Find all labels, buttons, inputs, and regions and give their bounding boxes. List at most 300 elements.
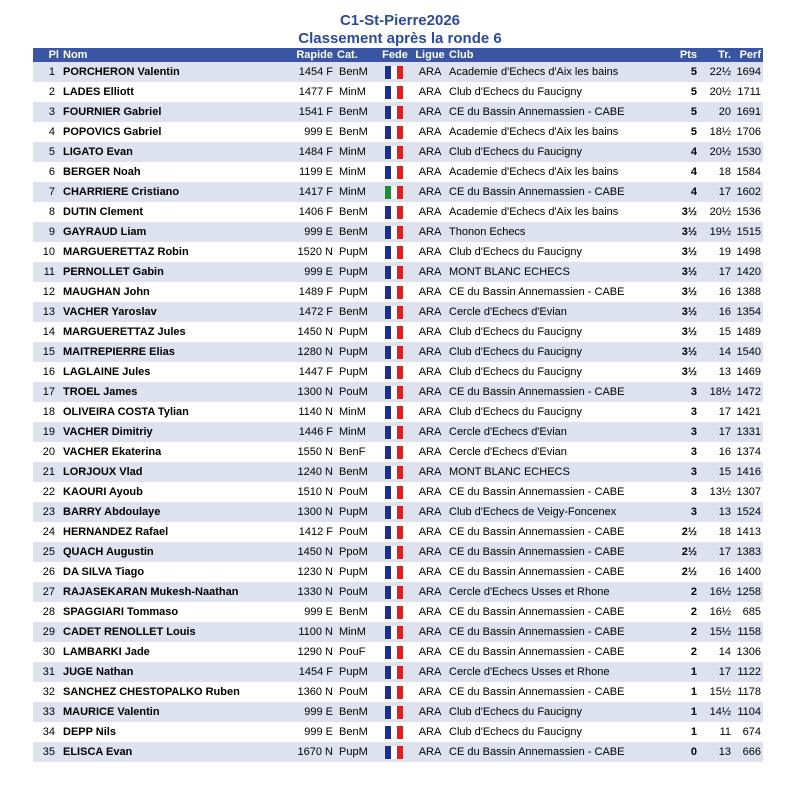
cell-club: Academie d'Echecs d'Aix les bains bbox=[449, 126, 619, 138]
cell-pl: 31 bbox=[42, 666, 55, 678]
cell-pts: 2 bbox=[690, 606, 697, 618]
cell-perf: 1706 bbox=[736, 126, 761, 138]
cell-rapide: 1450 N bbox=[297, 326, 333, 338]
cell-pts: 2 bbox=[690, 646, 697, 658]
table-row bbox=[33, 202, 763, 222]
table-row bbox=[33, 642, 763, 662]
table-row bbox=[33, 702, 763, 722]
header-nom[interactable]: Nom bbox=[63, 49, 88, 61]
cell-fede bbox=[377, 742, 413, 762]
cell-perf: 1383 bbox=[736, 546, 761, 558]
cell-rapide: 1240 N bbox=[297, 466, 333, 478]
cell-ligue: ARA bbox=[418, 466, 442, 478]
cell-rapide: 1290 N bbox=[297, 646, 333, 658]
cell-tr: 17 bbox=[718, 186, 731, 198]
cell-rapide: 999 E bbox=[304, 266, 333, 278]
cell-club: CE du Bassin Annemassien - CABE bbox=[449, 606, 625, 618]
france-flag-icon bbox=[385, 386, 403, 399]
cell-rapide: 999 E bbox=[304, 726, 333, 738]
cell-ligue: ARA bbox=[418, 126, 442, 138]
cell-pl: 33 bbox=[42, 706, 55, 718]
france-flag-icon bbox=[385, 126, 403, 139]
cell-perf: 1122 bbox=[737, 666, 761, 678]
cell-ligue: ARA bbox=[418, 246, 442, 258]
cell-fede bbox=[377, 162, 413, 182]
cell-perf: 1602 bbox=[736, 186, 761, 198]
cell-perf: 1306 bbox=[736, 646, 761, 658]
cell-rapide: 1199 E bbox=[298, 166, 333, 178]
cell-perf: 1691 bbox=[736, 106, 761, 118]
cell-nom[interactable]: CADET RENOLLET Louis bbox=[63, 626, 196, 638]
cell-pts: 5 bbox=[690, 86, 697, 98]
header-pts[interactable]: Pts bbox=[679, 49, 697, 61]
cell-nom[interactable]: DUTIN Clement bbox=[63, 206, 144, 218]
italy-flag-icon bbox=[385, 186, 403, 199]
cell-fede bbox=[377, 502, 413, 522]
cell-fede bbox=[377, 542, 413, 562]
cell-ligue: ARA bbox=[418, 526, 442, 538]
cell-fede bbox=[377, 602, 413, 622]
cell-club: CE du Bassin Annemassien - CABE bbox=[449, 646, 625, 658]
cell-cat: PupM bbox=[339, 246, 368, 258]
cell-cat: MinM bbox=[339, 146, 366, 158]
france-flag-icon bbox=[385, 706, 403, 719]
cell-pl: 1 bbox=[48, 66, 55, 78]
france-flag-icon bbox=[385, 666, 403, 679]
cell-cat: PouM bbox=[339, 386, 368, 398]
cell-tr: 19 bbox=[718, 246, 731, 258]
cell-cat: BenM bbox=[339, 106, 368, 118]
cell-pts: 3½ bbox=[681, 226, 697, 238]
cell-pl: 10 bbox=[42, 246, 55, 258]
cell-pts: 3 bbox=[690, 466, 697, 478]
table-row bbox=[33, 342, 763, 362]
header-perf[interactable]: Perf bbox=[739, 49, 761, 61]
cell-fede bbox=[377, 102, 413, 122]
cell-nom[interactable]: KAOURI Ayoub bbox=[63, 486, 143, 498]
france-flag-icon bbox=[385, 746, 403, 759]
cell-cat: PouM bbox=[339, 586, 368, 598]
cell-club: MONT BLANC ECHECS bbox=[449, 466, 570, 478]
cell-pl: 19 bbox=[42, 426, 55, 438]
cell-tr: 13 bbox=[718, 746, 731, 758]
cell-perf: 1498 bbox=[736, 246, 761, 258]
cell-cat: BenM bbox=[339, 306, 368, 318]
cell-club: Academie d'Echecs d'Aix les bains bbox=[449, 206, 619, 218]
table-row bbox=[33, 282, 763, 302]
table-row bbox=[33, 622, 763, 642]
table-row bbox=[33, 422, 763, 442]
cell-perf: 1536 bbox=[736, 206, 761, 218]
cell-fede bbox=[377, 222, 413, 242]
france-flag-icon bbox=[385, 366, 403, 379]
header-rapide[interactable]: Rapide bbox=[296, 49, 333, 61]
cell-pts: 5 bbox=[690, 66, 697, 78]
cell-pl: 3 bbox=[48, 106, 55, 118]
france-flag-icon bbox=[385, 226, 403, 239]
cell-cat: BenM bbox=[339, 726, 368, 738]
table-row bbox=[33, 322, 763, 342]
table-row bbox=[33, 262, 763, 282]
france-flag-icon bbox=[385, 506, 403, 519]
france-flag-icon bbox=[385, 206, 403, 219]
cell-club: Cercle d'Echecs d'Evian bbox=[449, 306, 567, 318]
cell-club: CE du Bassin Annemassien - CABE bbox=[449, 686, 625, 698]
cell-pl: 14 bbox=[42, 326, 55, 338]
cell-tr: 14 bbox=[718, 346, 731, 358]
cell-nom[interactable]: BARRY Abdoulaye bbox=[63, 506, 161, 518]
cell-pts: 2½ bbox=[681, 546, 697, 558]
cell-nom[interactable]: LAMBARKI Jade bbox=[63, 646, 150, 658]
cell-pts: 4 bbox=[690, 146, 697, 158]
cell-nom[interactable]: LORJOUX Vlad bbox=[63, 466, 143, 478]
table-row bbox=[33, 542, 763, 562]
cell-rapide: 1300 N bbox=[297, 386, 333, 398]
table-row bbox=[33, 382, 763, 402]
cell-club: CE du Bassin Annemassien - CABE bbox=[449, 526, 625, 538]
cell-rapide: 1489 F bbox=[298, 286, 333, 298]
cell-perf: 1489 bbox=[736, 326, 761, 338]
cell-ligue: ARA bbox=[418, 306, 442, 318]
cell-pts: 0 bbox=[690, 746, 697, 758]
cell-rapide: 1330 N bbox=[297, 586, 333, 598]
cell-club: Cercle d'Echecs Usses et Rhone bbox=[449, 586, 610, 598]
cell-pts: 5 bbox=[690, 126, 697, 138]
cell-tr: 18½ bbox=[709, 126, 731, 138]
header-pl[interactable]: Pl bbox=[48, 49, 59, 61]
cell-nom[interactable]: MARGUERETTAZ Robin bbox=[63, 246, 189, 258]
cell-cat: MinM bbox=[339, 426, 366, 438]
cell-fede bbox=[377, 722, 413, 742]
cell-nom[interactable]: SANCHEZ CHESTOPALKO Ruben bbox=[63, 686, 240, 698]
cell-rapide: 1520 N bbox=[297, 246, 333, 258]
cell-pl: 2 bbox=[48, 86, 55, 98]
cell-tr: 16½ bbox=[709, 606, 731, 618]
cell-pl: 32 bbox=[42, 686, 55, 698]
cell-rapide: 1230 N bbox=[297, 566, 333, 578]
cell-club: CE du Bassin Annemassien - CABE bbox=[449, 186, 625, 198]
cell-cat: PupM bbox=[339, 346, 368, 358]
cell-fede bbox=[377, 682, 413, 702]
cell-tr: 17 bbox=[718, 426, 731, 438]
cell-nom[interactable]: LADES Elliott bbox=[63, 86, 134, 98]
cell-fede bbox=[377, 182, 413, 202]
cell-ligue: ARA bbox=[418, 446, 442, 458]
france-flag-icon bbox=[385, 306, 403, 319]
cell-tr: 22½ bbox=[709, 66, 731, 78]
cell-tr: 16 bbox=[718, 306, 731, 318]
table-row bbox=[33, 582, 763, 602]
cell-pl: 27 bbox=[42, 586, 55, 598]
cell-club: Club d'Echecs du Faucigny bbox=[449, 246, 582, 258]
cell-pts: 3 bbox=[690, 446, 697, 458]
cell-nom[interactable]: DA SILVA Tiago bbox=[63, 566, 145, 578]
cell-fede bbox=[377, 242, 413, 262]
cell-cat: MinM bbox=[339, 406, 366, 418]
cell-pl: 29 bbox=[42, 626, 55, 638]
cell-fede bbox=[377, 662, 413, 682]
cell-nom[interactable]: GAYRAUD Liam bbox=[63, 226, 147, 238]
cell-cat: PupM bbox=[339, 266, 368, 278]
cell-tr: 13 bbox=[718, 506, 731, 518]
cell-club: CE du Bassin Annemassien - CABE bbox=[449, 286, 625, 298]
cell-cat: BenM bbox=[339, 66, 368, 78]
table-row bbox=[33, 722, 763, 742]
cell-ligue: ARA bbox=[418, 106, 442, 118]
cell-cat: BenM bbox=[339, 706, 368, 718]
cell-fede bbox=[377, 302, 413, 322]
cell-rapide: 1450 N bbox=[297, 546, 333, 558]
cell-nom[interactable]: POPOVICS Gabriel bbox=[63, 126, 162, 138]
page-title: C1-St-Pierre2026 bbox=[339, 12, 461, 29]
cell-nom[interactable]: VACHER Ekaterina bbox=[63, 446, 162, 458]
cell-fede bbox=[377, 442, 413, 462]
cell-perf: 1472 bbox=[736, 386, 761, 398]
cell-nom[interactable]: QUACH Augustin bbox=[63, 546, 154, 558]
cell-club: CE du Bassin Annemassien - CABE bbox=[449, 546, 625, 558]
cell-cat: BenM bbox=[339, 466, 368, 478]
cell-perf: 1524 bbox=[736, 506, 761, 518]
cell-rapide: 1280 N bbox=[297, 346, 333, 358]
header-tr[interactable]: Tr. bbox=[718, 49, 731, 61]
cell-tr: 19½ bbox=[709, 226, 731, 238]
cell-nom[interactable]: PORCHERON Valentin bbox=[63, 66, 180, 78]
france-flag-icon bbox=[385, 466, 403, 479]
cell-fede bbox=[377, 422, 413, 442]
cell-cat: PupM bbox=[339, 506, 368, 518]
table-row bbox=[33, 462, 763, 482]
header-fede[interactable]: Fede bbox=[382, 49, 408, 61]
cell-fede bbox=[377, 522, 413, 542]
cell-ligue: ARA bbox=[418, 326, 442, 338]
cell-fede bbox=[377, 62, 413, 82]
table-row bbox=[33, 562, 763, 582]
cell-ligue: ARA bbox=[418, 426, 442, 438]
cell-club: Club d'Echecs du Faucigny bbox=[449, 326, 582, 338]
cell-ligue: ARA bbox=[418, 586, 442, 598]
cell-rapide: 1140 N bbox=[298, 406, 333, 418]
cell-ligue: ARA bbox=[418, 706, 442, 718]
cell-fede bbox=[377, 382, 413, 402]
cell-pts: 2½ bbox=[681, 566, 697, 578]
cell-club: Club d'Echecs de Veigy-Foncenex bbox=[449, 506, 617, 518]
table-row bbox=[33, 102, 763, 122]
page-subtitle: Classement après la ronde 6 bbox=[298, 30, 502, 47]
cell-pl: 6 bbox=[48, 166, 55, 178]
cell-nom[interactable]: JUGE Nathan bbox=[63, 666, 134, 678]
cell-rapide: 1100 N bbox=[298, 626, 333, 638]
cell-tr: 16 bbox=[718, 286, 731, 298]
cell-perf: 1540 bbox=[736, 346, 761, 358]
cell-pl: 20 bbox=[42, 446, 55, 458]
cell-pts: 3½ bbox=[681, 346, 697, 358]
cell-ligue: ARA bbox=[418, 606, 442, 618]
cell-ligue: ARA bbox=[418, 366, 442, 378]
cell-rapide: 999 E bbox=[304, 226, 333, 238]
cell-cat: BenM bbox=[339, 206, 368, 218]
cell-rapide: 1412 F bbox=[298, 526, 333, 538]
cell-perf: 1178 bbox=[737, 686, 761, 698]
table-row bbox=[33, 162, 763, 182]
cell-perf: 1400 bbox=[736, 566, 761, 578]
cell-nom[interactable]: LAGLAINE Jules bbox=[63, 366, 151, 378]
cell-pts: 3½ bbox=[681, 286, 697, 298]
cell-ligue: ARA bbox=[418, 566, 442, 578]
cell-perf: 666 bbox=[742, 746, 761, 758]
cell-cat: MinM bbox=[339, 86, 366, 98]
cell-perf: 1374 bbox=[736, 446, 761, 458]
cell-pl: 9 bbox=[48, 226, 55, 238]
cell-club: CE du Bassin Annemassien - CABE bbox=[449, 746, 625, 758]
table-row bbox=[33, 522, 763, 542]
table-row bbox=[33, 442, 763, 462]
cell-ligue: ARA bbox=[418, 206, 442, 218]
cell-perf: 674 bbox=[742, 726, 761, 738]
cell-pts: 3½ bbox=[681, 326, 697, 338]
cell-cat: PouM bbox=[339, 686, 368, 698]
cell-tr: 15½ bbox=[709, 626, 731, 638]
cell-fede bbox=[377, 702, 413, 722]
cell-tr: 13 bbox=[718, 366, 731, 378]
france-flag-icon bbox=[385, 346, 403, 359]
cell-pts: 4 bbox=[690, 166, 697, 178]
cell-pl: 12 bbox=[42, 286, 55, 298]
cell-rapide: 1510 N bbox=[297, 486, 333, 498]
cell-nom[interactable]: MAUGHAN John bbox=[63, 286, 150, 298]
france-flag-icon bbox=[385, 426, 403, 439]
cell-perf: 1515 bbox=[736, 226, 761, 238]
cell-perf: 1158 bbox=[737, 626, 761, 638]
cell-nom[interactable]: OLIVEIRA COSTA Tylian bbox=[63, 406, 189, 418]
cell-perf: 1413 bbox=[736, 526, 761, 538]
table-row bbox=[33, 182, 763, 202]
cell-tr: 11 bbox=[719, 726, 731, 738]
cell-rapide: 1454 F bbox=[298, 66, 333, 78]
france-flag-icon bbox=[385, 626, 403, 639]
cell-tr: 15½ bbox=[709, 686, 731, 698]
france-flag-icon bbox=[385, 106, 403, 119]
cell-club: Academie d'Echecs d'Aix les bains bbox=[449, 166, 619, 178]
cell-pl: 23 bbox=[42, 506, 55, 518]
cell-pts: 3½ bbox=[681, 366, 697, 378]
cell-perf: 1584 bbox=[736, 166, 761, 178]
cell-perf: 1104 bbox=[737, 706, 761, 718]
table-row bbox=[33, 122, 763, 142]
cell-tr: 17 bbox=[718, 266, 731, 278]
cell-perf: 685 bbox=[742, 606, 761, 618]
cell-tr: 16 bbox=[718, 566, 731, 578]
cell-nom[interactable]: ELISCA Evan bbox=[63, 746, 133, 758]
cell-pl: 28 bbox=[42, 606, 55, 618]
cell-nom[interactable]: PERNOLLET Gabin bbox=[63, 266, 164, 278]
cell-perf: 1388 bbox=[736, 286, 761, 298]
header-club[interactable]: Club bbox=[449, 49, 474, 61]
cell-nom[interactable]: CHARRIERE Cristiano bbox=[63, 186, 180, 198]
cell-fede bbox=[377, 562, 413, 582]
cell-nom[interactable]: MARGUERETTAZ Jules bbox=[63, 326, 186, 338]
cell-pl: 22 bbox=[42, 486, 55, 498]
cell-fede bbox=[377, 402, 413, 422]
cell-nom[interactable]: MAURICE Valentin bbox=[63, 706, 160, 718]
header-ligue[interactable]: Ligue bbox=[415, 49, 445, 61]
cell-perf: 1421 bbox=[736, 406, 761, 418]
cell-nom[interactable]: MAITREPIERRE Elias bbox=[63, 346, 175, 358]
france-flag-icon bbox=[385, 646, 403, 659]
cell-cat: BenM bbox=[339, 126, 368, 138]
cell-rapide: 1670 N bbox=[297, 746, 333, 758]
cell-fede bbox=[377, 282, 413, 302]
cell-rapide: 999 E bbox=[304, 606, 333, 618]
cell-nom[interactable]: SPAGGIARI Tommaso bbox=[63, 606, 179, 618]
cell-nom[interactable]: TROEL James bbox=[63, 386, 138, 398]
cell-tr: 16 bbox=[718, 446, 731, 458]
cell-cat: PupM bbox=[339, 746, 368, 758]
cell-ligue: ARA bbox=[418, 346, 442, 358]
header-cat[interactable]: Cat. bbox=[337, 49, 358, 61]
cell-pl: 7 bbox=[48, 186, 55, 198]
cell-rapide: 1446 F bbox=[298, 426, 333, 438]
cell-fede bbox=[377, 202, 413, 222]
table-row bbox=[33, 482, 763, 502]
table-row bbox=[33, 362, 763, 382]
cell-ligue: ARA bbox=[418, 86, 442, 98]
cell-tr: 20 bbox=[718, 106, 731, 118]
cell-pts: 3 bbox=[690, 386, 697, 398]
cell-nom[interactable]: LIGATO Evan bbox=[63, 146, 133, 158]
cell-perf: 1331 bbox=[736, 426, 761, 438]
table-row bbox=[33, 402, 763, 422]
cell-tr: 18½ bbox=[709, 386, 731, 398]
cell-nom[interactable]: DEPP Nils bbox=[63, 726, 116, 738]
cell-pts: 4 bbox=[690, 186, 697, 198]
cell-nom[interactable]: HERNANDEZ Rafael bbox=[63, 526, 169, 538]
cell-perf: 1258 bbox=[736, 586, 761, 598]
table-row bbox=[33, 62, 763, 82]
cell-club: CE du Bassin Annemassien - CABE bbox=[449, 386, 625, 398]
cell-perf: 1530 bbox=[736, 146, 761, 158]
cell-club: Cercle d'Echecs d'Evian bbox=[449, 426, 567, 438]
france-flag-icon bbox=[385, 286, 403, 299]
cell-ligue: ARA bbox=[418, 266, 442, 278]
cell-fede bbox=[377, 122, 413, 142]
cell-tr: 16½ bbox=[709, 586, 731, 598]
france-flag-icon bbox=[385, 526, 403, 539]
cell-ligue: ARA bbox=[418, 66, 442, 78]
cell-cat: PouM bbox=[339, 526, 368, 538]
cell-nom[interactable]: BERGER Noah bbox=[63, 166, 141, 178]
france-flag-icon bbox=[385, 246, 403, 259]
cell-perf: 1694 bbox=[736, 66, 761, 78]
cell-rapide: 1541 F bbox=[298, 106, 333, 118]
cell-pl: 15 bbox=[42, 346, 55, 358]
cell-ligue: ARA bbox=[418, 146, 442, 158]
cell-pl: 4 bbox=[48, 126, 55, 138]
cell-nom[interactable]: VACHER Yaroslav bbox=[63, 306, 157, 318]
cell-nom[interactable]: FOURNIER Gabriel bbox=[63, 106, 162, 118]
cell-nom[interactable]: RAJASEKARAN Mukesh-Naathan bbox=[63, 586, 239, 598]
france-flag-icon bbox=[385, 726, 403, 739]
table-row bbox=[33, 142, 763, 162]
cell-ligue: ARA bbox=[418, 726, 442, 738]
cell-pts: 2½ bbox=[681, 526, 697, 538]
cell-cat: BenF bbox=[339, 446, 366, 458]
cell-cat: PupM bbox=[339, 286, 368, 298]
cell-perf: 1416 bbox=[736, 466, 761, 478]
cell-nom[interactable]: VACHER Dimitriy bbox=[63, 426, 153, 438]
cell-pts: 3½ bbox=[681, 266, 697, 278]
cell-rapide: 1477 F bbox=[298, 86, 333, 98]
cell-fede bbox=[377, 322, 413, 342]
